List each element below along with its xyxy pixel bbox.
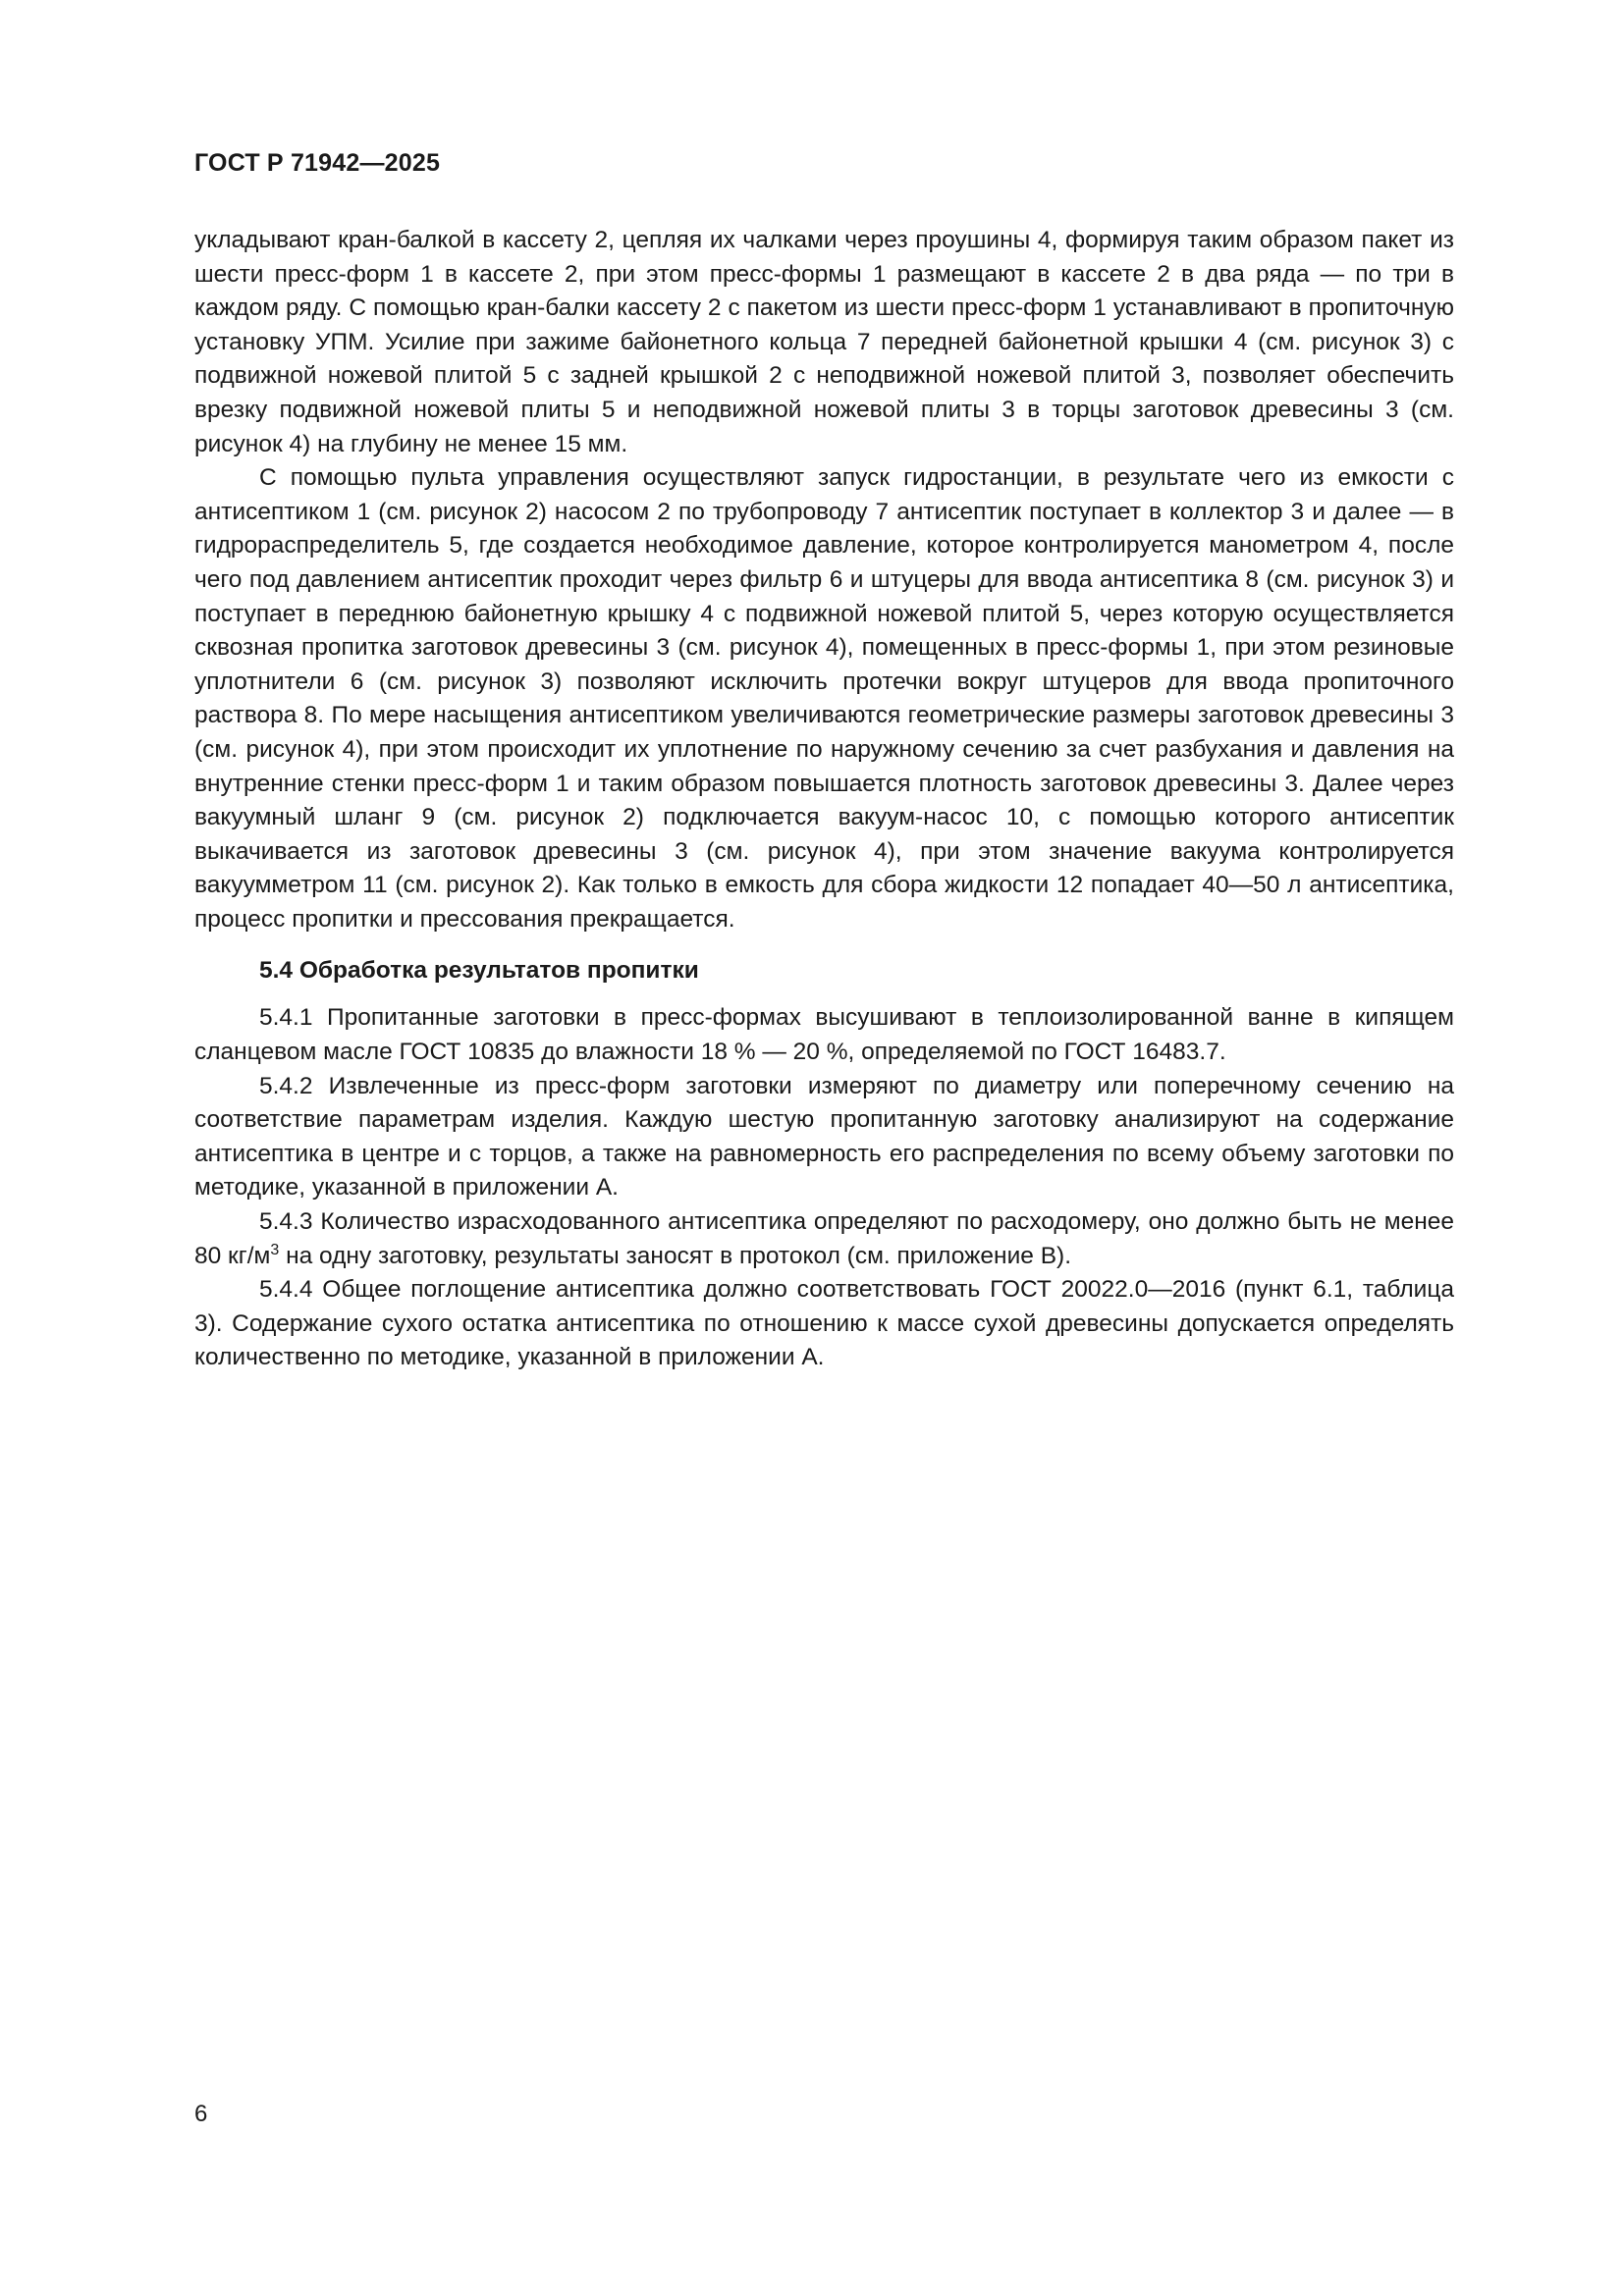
body-paragraph: С помощью пульта управления осуществляют запуск гидростанции, в результате чего из емкости с антисептиком 1 (см. рисунок 2) насосом 2 по трубопроводу 7 антисептик поступает в коллектор 3 и далее — в гидрораспределитель 5, где создается необходимое давление, которое контролируется манометром 4, после чего под давлением антисептик проходит через фильтр 6 и штуцеры для ввода антисептика 8 (см. рисунок 3) и поступает в переднюю байонетную крышку 4 с подвижной ножевой плитой 5, через которую осуществляется сквозная пропитка заготовок древесины 3 (см. рисунок 4), помещенных в пресс-формы 1, при этом резиновые уплотнители 6 (см. рисунок 3) позволяют исключить протечки вокруг штуцеров для ввода пропиточного раствора 8. По мере насыщения антисептиком увеличиваются геометрические размеры заготовок древесины 3 (см. рисунок 4), при этом происходит их уплотнение по наружному сечению за счет разбухания и давления на внутренние стенки пресс-форм 1 и таким образом повышается плотность заготовок древесины 3. Далее через вакуумный шланг 9 (см. рисунок 2) подключается вакуум-насос 10, с помощью которого антисептик выкачивается из заготовок древесины 3 (см. рисунок 4), при этом значение вакуума контролируется вакуумметром 11 (см. рисунок 2). Как только в емкость для сбора жидкости 12 попадает 40—50 л антисептика, процесс пропитки и прессования прекращается. <box>194 464 1454 933</box>
clause-5-4-3-text: 5.4.3 Количество израсходованного антисептика определяют по расходомеру, оно должно быть не менее 80 кг/м <box>194 1208 1454 1269</box>
clause-5-4-2: 5.4.2 Извлеченные из пресс-форм заготовки измеряют по диаметру или поперечному сечению на соответствие параметрам изделия. Каждую шестую пропитанную заготовку анализируют на содержание антисептика в центре и с торцов, а также на равномерность его распределения по всему объему заготовки по методике, указанной в приложении А. <box>194 1072 1454 1201</box>
document-code: ГОСТ Р 71942—2025 <box>194 149 441 177</box>
page-number: 6 <box>194 2101 208 2127</box>
clause-5-4-3 <box>194 1205 1454 1273</box>
continuation-paragraph: укладывают кран-балкой в кассету 2, цепляя их чалками через проушины 4, формируя таким образом пакет из шести пресс-форм 1 в кассете 2, при этом пресс-формы 1 размещают в кассете 2 в два ряда — по три в каждом ряду. С помощью кран-балки кассету 2 с пакетом из шести пресс-форм 1 устанавливают в пропиточную установку УПМ. Усилие при зажиме байонетного кольца 7 передней байонетной крышки 4 (см. рисунок 3) с подвижной ножевой плитой 5 с задней крышкой 2 с неподвижной ножевой плитой 3, позволяет обеспечить врезку подвижной ножевой плиты 5 и неподвижной ножевой плиты 3 в торцы заготовок древесины 3 (см. рисунок 4) на глубину не менее 15 мм. <box>194 227 1454 457</box>
clause-5-4-4: 5.4.4 Общее поглощение антисептика должно соответствовать ГОСТ 20022.0—2016 (пункт 6.1, таблица 3). Содержание сухого остатка антисептика по отношению к массе сухой древесины допускается определять количественно по методике, указанной в приложении А. <box>194 1276 1454 1371</box>
section-heading: 5.4 Обработка результатов пропитки <box>259 957 699 985</box>
document-body <box>194 224 1454 1375</box>
clause-5-4-3-text-rest: на одну заготовку, результаты заносят в протокол (см. приложение В). <box>279 1242 1072 1269</box>
clause-5-4-1: 5.4.1 Пропитанные заготовки в пресс-формах высушивают в теплоизолированной ванне в кипящем сланцевом масле ГОСТ 10835 до влажности 18 % — 20 %, определяемой по ГОСТ 16483.7. <box>194 1004 1454 1066</box>
superscript-exponent: 3 <box>270 1241 280 1258</box>
